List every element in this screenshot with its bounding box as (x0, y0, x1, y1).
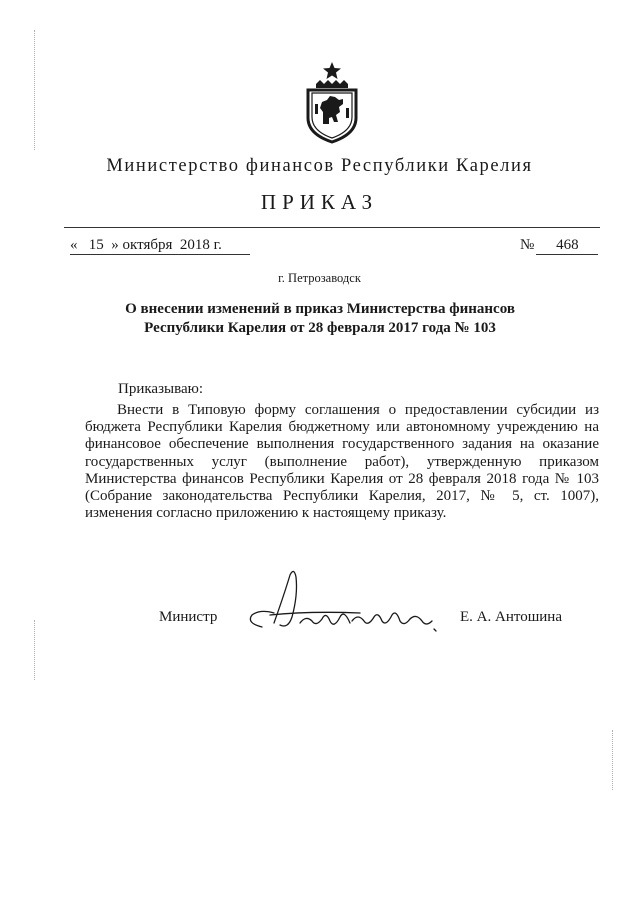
order-number (520, 237, 598, 255)
scan-margin-mark (612, 730, 613, 790)
header-divider (64, 227, 600, 228)
order-heading (100, 300, 540, 338)
order-heading-line: Республики Карелия от 28 февраля 2017 года № 103 (144, 320, 496, 336)
coat-of-arms-karelia-icon (302, 60, 362, 144)
number-sign: № (520, 237, 535, 253)
scan-margin-mark (34, 620, 35, 680)
directive-label: Приказываю: (118, 381, 203, 397)
date-month: октября (122, 237, 173, 253)
handwritten-signature (240, 565, 450, 645)
date-quote-close: » (111, 237, 119, 253)
signatory-position: Министр (159, 609, 218, 625)
number-value: 468 (536, 237, 598, 255)
scan-margin-mark (34, 30, 35, 150)
order-date (70, 237, 250, 255)
date-day: 15 (88, 237, 104, 253)
order-heading-line: О внесении изменений в приказ Министерства финансов (125, 301, 515, 317)
order-body-paragraph: Внести в Типовую форму соглашения о предоставлении субсидии из бюджета Республики Карелия бюджетному или автономному учреждению на финансовое обеспечение выполнения государственного задания на оказание государственных услуг (выполнение работ), утвержденную приказом Министерства финансов Республики Карелия от 28 февраля 2018 года № 103 (Собрание законодательства Республики Карелия, 2017, № 5, ст. 1007), изменения согласно приложению к настоящему приказу. (85, 402, 599, 522)
date-year: 2018 г. (179, 237, 222, 253)
ministry-name: Министерство финансов Республики Карелия (106, 156, 533, 176)
date-quote-open: « (70, 237, 78, 253)
city-label: г. Петрозаводск (278, 271, 361, 285)
signatory-name: Е. А. Антошина (460, 609, 562, 625)
document-type-title: ПРИКАЗ (260, 190, 379, 214)
